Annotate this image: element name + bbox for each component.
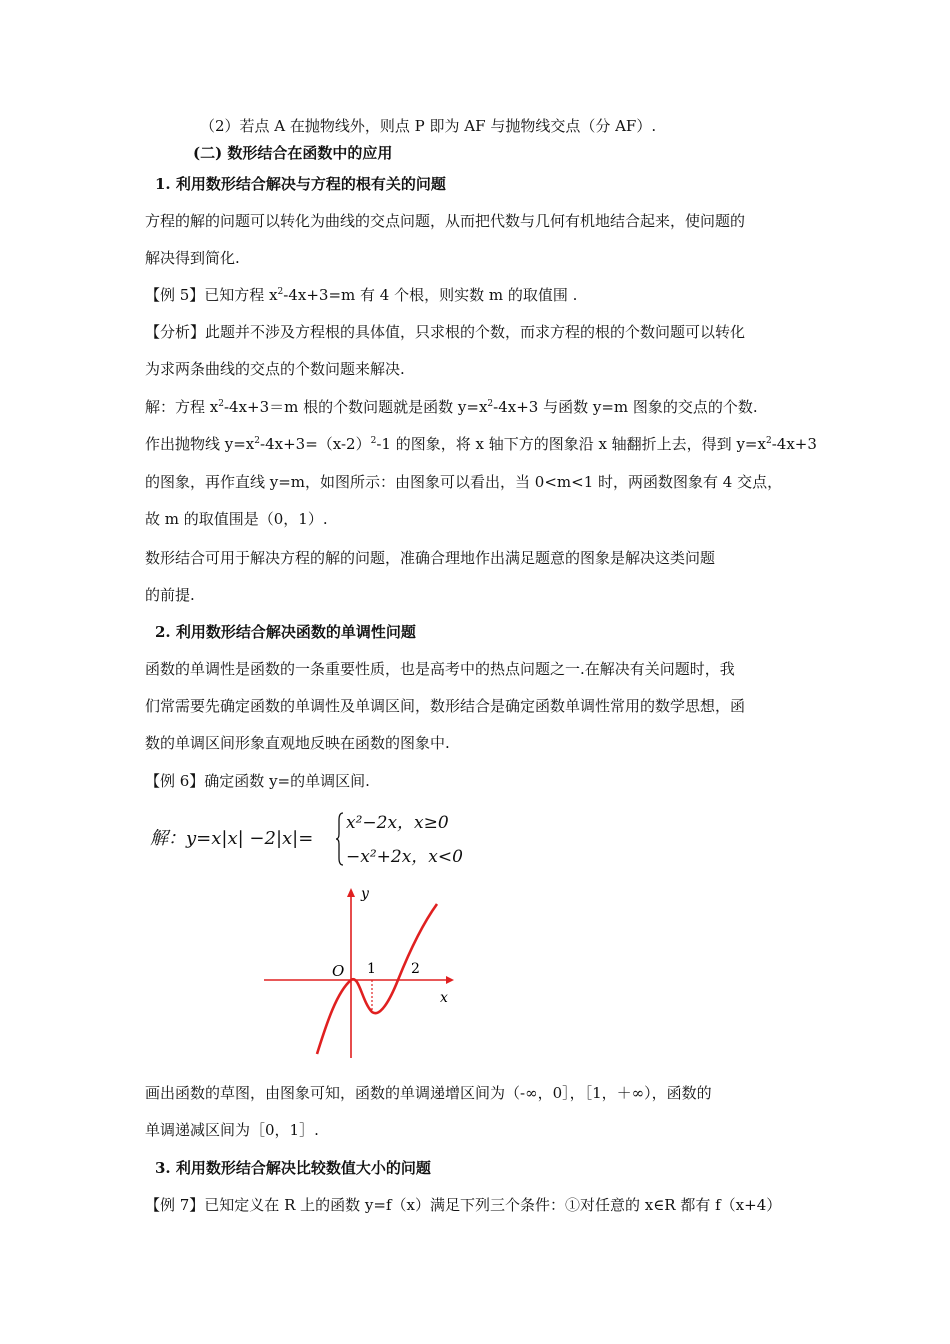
text: 【例 5】已知方程 x	[145, 286, 278, 304]
label-y: y	[361, 886, 369, 902]
text: （2）若点 A 在抛物线外，则点 P 即为 AF 与抛物线交点（分 AF）.	[200, 117, 657, 135]
superscript: 2	[370, 436, 377, 446]
text: 2. 利用数形结合解决函数的单调性问题	[155, 623, 416, 641]
text: (二) 数形结合在函数中的应用	[193, 144, 393, 162]
text: 们常需要先确定函数的单调性及单调区间，数形结合是确定函数单调性常用的数学思想，函	[145, 697, 746, 715]
solution-line	[145, 397, 810, 417]
superscript: 2	[277, 287, 284, 297]
piecewise-equation	[150, 808, 470, 870]
text: 【例 7】已知定义在 R 上的函数 y=f（x）满足下列三个条件：①对任意的 x∈R 都有 f（x+4）	[145, 1196, 782, 1214]
paragraph-line	[145, 509, 810, 529]
text: 画出函数的草图，由图象可知，函数的单调递增区间为（-∞，0］，［1，＋∞），函数的	[145, 1084, 712, 1102]
paragraph-line	[145, 585, 810, 605]
paragraph-line	[200, 116, 865, 136]
equation-case-1: x²−2x，x≥0	[346, 813, 449, 833]
label-x: x	[440, 990, 448, 1006]
example-5-line	[145, 285, 810, 305]
paragraph-line	[145, 659, 810, 679]
text: 1. 利用数形结合解决与方程的根有关的问题	[155, 175, 446, 193]
equation-left: 解：y=x|x| −2|x|=	[150, 828, 314, 849]
brace-icon	[336, 812, 344, 866]
subsection-heading	[155, 622, 820, 642]
text: 解决得到简化.	[145, 249, 240, 267]
text: 的前提.	[145, 586, 195, 604]
text: 解：方程 x	[145, 398, 219, 416]
text: 3. 利用数形结合解决比较数值大小的问题	[155, 1159, 431, 1177]
superscript: 2	[765, 436, 772, 446]
text: -4x+3＝m 根的个数问题就是函数 y=x	[223, 398, 488, 416]
example-6-line	[145, 771, 810, 791]
paragraph-line	[145, 548, 810, 568]
superscript: 2	[218, 399, 224, 409]
y-axis-arrow-icon	[347, 888, 355, 897]
label-1: 1	[367, 961, 376, 977]
label-origin: O	[332, 962, 345, 980]
text: 方程的解的问题可以转化为曲线的交点问题，从而把代数与几何有机地结合起来，使问题的	[145, 212, 746, 230]
text: 的图象，再作直线 y=m，如图所示：由图象可以看出，当 0<m<1 时，两函数图象有 4 交点，	[145, 473, 783, 491]
text: 为求两条曲线的交点的个数问题来解决.	[145, 360, 405, 378]
label-2: 2	[411, 961, 420, 977]
paragraph-line	[145, 211, 810, 231]
paragraph-line	[145, 359, 810, 379]
text: 函数的单调性是函数的一条重要性质，也是高考中的热点问题之一.在解决有关问题时，我	[145, 660, 735, 678]
paragraph-line	[145, 434, 817, 454]
equation-case-2: −x²+2x，x<0	[346, 847, 463, 867]
superscript: 2	[254, 436, 261, 446]
text: -4x+3 与函数 y=m 图象的交点的个数.	[493, 398, 758, 416]
text: -4x+3=m 有 4 个根，则实数 m 的取值围 .	[283, 286, 578, 304]
paragraph-line	[145, 1083, 810, 1103]
paragraph-line	[145, 322, 810, 342]
example-7-line	[145, 1195, 810, 1215]
text: 作出抛物线 y=x	[145, 435, 255, 453]
text: -4x+3=（x-2）	[260, 435, 371, 453]
text: -4x+3	[771, 435, 817, 453]
text: 数的单调区间形象直观地反映在函数的图象中.	[145, 734, 450, 752]
text: 【分析】此题并不涉及方程根的具体值，只求根的个数，而求方程的根的个数问题可以转化	[145, 323, 746, 341]
text: 数形结合可用于解决方程的解的问题，准确合理地作出满足题意的图象是解决这类问题	[145, 549, 716, 567]
section-heading	[193, 143, 858, 163]
text: 单调递减区间为［0，1］.	[145, 1121, 319, 1139]
x-axis-arrow-icon	[446, 976, 454, 984]
superscript: 2	[487, 399, 494, 409]
paragraph-line	[145, 248, 810, 268]
paragraph-line	[145, 696, 810, 716]
paragraph-line	[145, 1120, 810, 1140]
text: 故 m 的取值围是（0，1）.	[145, 510, 328, 528]
text: -1 的图象，将 x 轴下方的图象沿 x 轴翻折上去，得到 y=x	[376, 435, 766, 453]
function-graph	[262, 882, 462, 1062]
paragraph-line	[145, 733, 810, 753]
text: 【例 6】确定函数 y=的单调区间.	[145, 772, 370, 790]
paragraph-line	[145, 472, 810, 492]
subsection-heading	[155, 1158, 820, 1178]
subsection-heading	[155, 174, 820, 194]
